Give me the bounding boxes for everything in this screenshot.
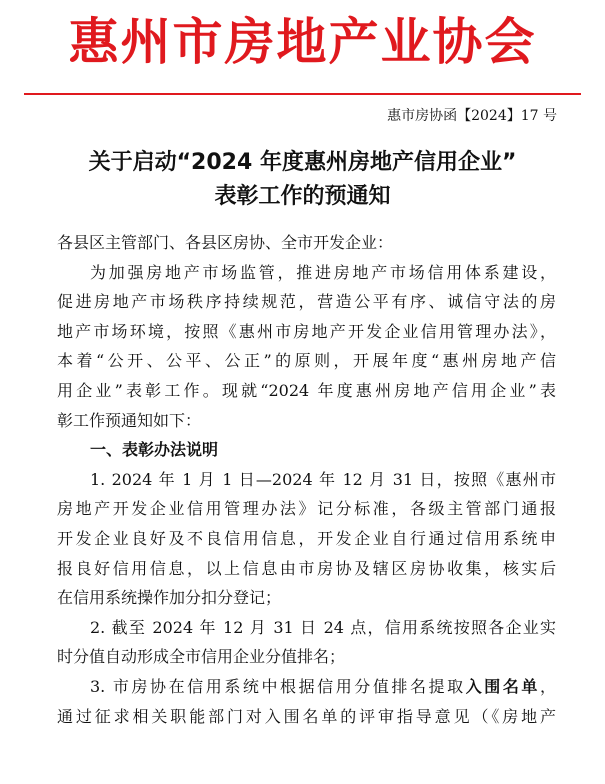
item-2-line: 2. 截至 2024 年 12 月 31 日 24 点，信用系统按照各企业实 [90,617,556,637]
item-3-emphasis: 入围名单 [465,676,540,696]
item-1-line: 报良好信用信息，以上信息由市房协及辖区房协收集，核实后 [57,558,556,578]
item-2-line: 时分值自动形成全市信用企业分值排名； [57,647,346,667]
intro-line: 本着“公开、公平、公正”的原则，开展年度“惠州房地产信 [57,351,556,371]
intro-line: 地产市场环境，按照《惠州市房地产开发企业信用管理办法》， [57,321,556,341]
item-1-line: 开发企业良好及不良信用信息，开发企业自行通过信用系统申 [57,528,556,548]
masthead-divider [24,93,581,95]
item-1-line: 1. 2024 年 1 月 1 日—2024 年 12 月 31 日，按照《惠州市 [90,469,556,489]
title-line-2: 表彰工作的预通知 [214,184,391,209]
intro-line: 促进房地产市场秩序持续规范，营造公平有序、诚信守法的房 [57,292,556,312]
item-3-prefix: 3. 市房协在信用系统中根据信用分值排名提取 [90,676,466,696]
section-heading: 一、表彰办法说明 [90,440,219,460]
intro-line: 为加强房地产市场监管，推进房地产市场信用体系建设， [90,262,556,282]
document-number: 惠市房协函【2024】17 号 [387,108,557,124]
title-line-1: 关于启动“2024 年度惠州房地产信用企业” [88,150,517,175]
salutation: 各县区主管部门、各县区房协、全市开发企业： [57,233,394,252]
item-1-line: 在信用系统操作加分扣分登记； [57,588,282,608]
item-3-suffix: ， [539,676,556,696]
item-3-line: 通过征求相关职能部门对入围名单的评审指导意见（《房地产 [57,706,556,726]
document-title [0,146,605,214]
intro-line: 用企业”表彰工作。现就“2024 年度惠州房地产信用企业”表 [57,380,556,400]
intro-line: 彰工作预通知如下： [57,410,202,430]
item-1-line: 房地产开发企业信用管理办法》记分标准，各级主管部门通报 [57,499,556,519]
org-masthead: 惠州市房地产业协会 [68,13,537,71]
document-body [57,228,556,731]
item-3-line [57,672,556,702]
